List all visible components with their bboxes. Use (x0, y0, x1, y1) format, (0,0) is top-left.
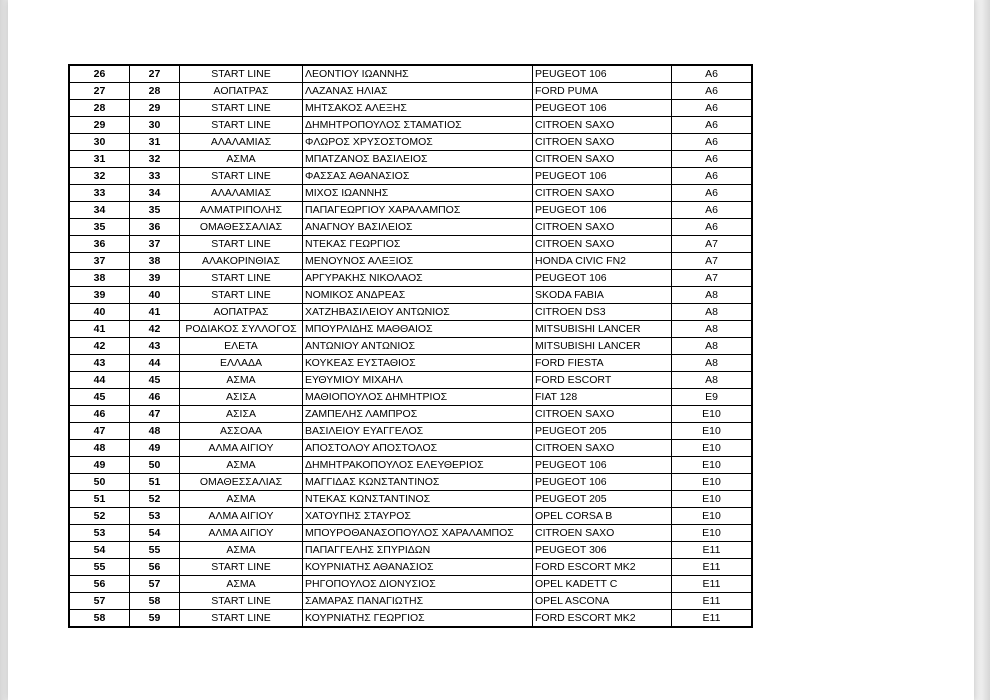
car-model-cell: PEUGEOT 205 (533, 491, 672, 508)
car-model-cell: CITROEN SAXO (533, 219, 672, 236)
car-number-cell: 43 (130, 338, 180, 355)
table-row (69, 593, 752, 610)
club-cell: ΑΛΜΑ ΑΙΓΙΟΥ (180, 440, 303, 457)
position-cell: 28 (69, 100, 130, 117)
table-row (69, 270, 752, 287)
class-cell: E10 (672, 423, 753, 440)
table-row (69, 253, 752, 270)
driver-cell: ΜΙΧΟΣ ΙΩΑΝΝΗΣ (303, 185, 533, 202)
table-row (69, 372, 752, 389)
car-number-cell: 54 (130, 525, 180, 542)
table-row (69, 474, 752, 491)
club-cell: ΑΣΜΑ (180, 491, 303, 508)
club-cell: START LINE (180, 117, 303, 134)
position-cell: 50 (69, 474, 130, 491)
class-cell: A6 (672, 151, 753, 168)
class-cell: A8 (672, 287, 753, 304)
table-row (69, 321, 752, 338)
car-number-cell: 32 (130, 151, 180, 168)
club-cell: ΑΟΠΑΤΡΑΣ (180, 83, 303, 100)
position-cell: 49 (69, 457, 130, 474)
driver-cell: ΒΑΣΙΛΕΙΟΥ ΕΥΑΓΓΕΛΟΣ (303, 423, 533, 440)
table-row (69, 406, 752, 423)
class-cell: E10 (672, 491, 753, 508)
car-number-cell: 45 (130, 372, 180, 389)
class-cell: A8 (672, 304, 753, 321)
document-page (8, 0, 974, 700)
class-cell: E11 (672, 576, 753, 593)
position-cell: 32 (69, 168, 130, 185)
car-model-cell: FORD ESCORT MK2 (533, 559, 672, 576)
club-cell: START LINE (180, 65, 303, 83)
car-model-cell: CITROEN SAXO (533, 117, 672, 134)
table-row (69, 355, 752, 372)
table-row (69, 576, 752, 593)
position-cell: 33 (69, 185, 130, 202)
driver-cell: ΝΤΕΚΑΣ ΚΩΝΣΤΑΝΤΙΝΟΣ (303, 491, 533, 508)
car-model-cell: OPEL KADETT C (533, 576, 672, 593)
table-row (69, 389, 752, 406)
car-number-cell: 29 (130, 100, 180, 117)
club-cell: ΑΛΑΛΑΜΙΑΣ (180, 134, 303, 151)
position-cell: 39 (69, 287, 130, 304)
table-row (69, 457, 752, 474)
table-row (69, 559, 752, 576)
car-number-cell: 27 (130, 65, 180, 83)
driver-cell: ΜΑΘΙΟΠΟΥΛΟΣ ΔΗΜΗΤΡΙΟΣ (303, 389, 533, 406)
club-cell: START LINE (180, 559, 303, 576)
class-cell: E11 (672, 593, 753, 610)
position-cell: 51 (69, 491, 130, 508)
car-model-cell: OPEL ASCONA (533, 593, 672, 610)
car-number-cell: 28 (130, 83, 180, 100)
driver-cell: ΜΠΟΥΡΛΙΔΗΣ ΜΑΘΘΑΙΟΣ (303, 321, 533, 338)
class-cell: A7 (672, 236, 753, 253)
class-cell: A7 (672, 253, 753, 270)
position-cell: 40 (69, 304, 130, 321)
club-cell: ΑΣΙΣΑ (180, 389, 303, 406)
position-cell: 27 (69, 83, 130, 100)
car-model-cell: PEUGEOT 106 (533, 474, 672, 491)
table-row (69, 610, 752, 628)
car-model-cell: CITROEN SAXO (533, 134, 672, 151)
driver-cell: ΦΑΣΣΑΣ ΑΘΑΝΑΣΙΟΣ (303, 168, 533, 185)
car-model-cell: PEUGEOT 106 (533, 202, 672, 219)
table-row (69, 440, 752, 457)
driver-cell: ΚΟΥΡΝΙΑΤΗΣ ΓΕΩΡΓΙΟΣ (303, 610, 533, 628)
club-cell: ΟΜΑΘΕΣΣΑΛΙΑΣ (180, 474, 303, 491)
car-model-cell: CITROEN SAXO (533, 236, 672, 253)
driver-cell: ΕΥΘΥΜΙΟΥ ΜΙΧΑΗΛ (303, 372, 533, 389)
car-model-cell: PEUGEOT 106 (533, 65, 672, 83)
car-model-cell: PEUGEOT 106 (533, 168, 672, 185)
table-row (69, 202, 752, 219)
class-cell: A7 (672, 270, 753, 287)
table-row (69, 525, 752, 542)
car-model-cell: OPEL CORSA B (533, 508, 672, 525)
driver-cell: ΝΤΕΚΑΣ ΓΕΩΡΓΙΟΣ (303, 236, 533, 253)
car-number-cell: 53 (130, 508, 180, 525)
position-cell: 42 (69, 338, 130, 355)
driver-cell: ΑΝΤΩΝΙΟΥ ΑΝΤΩΝΙΟΣ (303, 338, 533, 355)
car-number-cell: 59 (130, 610, 180, 628)
position-cell: 31 (69, 151, 130, 168)
club-cell: START LINE (180, 236, 303, 253)
position-cell: 56 (69, 576, 130, 593)
driver-cell: ΜΕΝΟΥΝΟΣ ΑΛΕΞΙΟΣ (303, 253, 533, 270)
table-row (69, 542, 752, 559)
club-cell: START LINE (180, 610, 303, 628)
club-cell: ΑΛΑΛΑΜΙΑΣ (180, 185, 303, 202)
entry-list-table (68, 64, 753, 628)
position-cell: 30 (69, 134, 130, 151)
position-cell: 37 (69, 253, 130, 270)
table-row (69, 117, 752, 134)
car-number-cell: 55 (130, 542, 180, 559)
class-cell: E10 (672, 406, 753, 423)
driver-cell: ΛΕΟΝΤΙΟΥ ΙΩΑΝΝΗΣ (303, 65, 533, 83)
club-cell: ΕΛΕΤΑ (180, 338, 303, 355)
class-cell: A6 (672, 202, 753, 219)
table-row (69, 151, 752, 168)
club-cell: START LINE (180, 270, 303, 287)
car-number-cell: 57 (130, 576, 180, 593)
club-cell: START LINE (180, 593, 303, 610)
car-model-cell: CITROEN DS3 (533, 304, 672, 321)
car-model-cell: PEUGEOT 106 (533, 457, 672, 474)
class-cell: E10 (672, 525, 753, 542)
driver-cell: ΝΟΜΙΚΟΣ ΑΝΔΡΕΑΣ (303, 287, 533, 304)
driver-cell: ΛΑΖΑΝΑΣ ΗΛΙΑΣ (303, 83, 533, 100)
car-model-cell: CITROEN SAXO (533, 525, 672, 542)
class-cell: A6 (672, 117, 753, 134)
table-row (69, 185, 752, 202)
position-cell: 52 (69, 508, 130, 525)
car-model-cell: PEUGEOT 306 (533, 542, 672, 559)
position-cell: 41 (69, 321, 130, 338)
club-cell: START LINE (180, 168, 303, 185)
position-cell: 45 (69, 389, 130, 406)
car-number-cell: 37 (130, 236, 180, 253)
car-model-cell: FIAT 128 (533, 389, 672, 406)
table-row (69, 219, 752, 236)
car-number-cell: 34 (130, 185, 180, 202)
car-number-cell: 40 (130, 287, 180, 304)
table-body (69, 65, 752, 627)
car-number-cell: 52 (130, 491, 180, 508)
car-model-cell: PEUGEOT 106 (533, 270, 672, 287)
club-cell: ΑΣΙΣΑ (180, 406, 303, 423)
car-model-cell: FORD ESCORT (533, 372, 672, 389)
car-number-cell: 42 (130, 321, 180, 338)
driver-cell: ΜΑΓΓΙΔΑΣ ΚΩΝΣΤΑΝΤΙΝΟΣ (303, 474, 533, 491)
position-cell: 36 (69, 236, 130, 253)
position-cell: 55 (69, 559, 130, 576)
class-cell: A6 (672, 185, 753, 202)
car-model-cell: PEUGEOT 106 (533, 100, 672, 117)
driver-cell: ΠΑΠΑΓΕΩΡΓΙΟΥ ΧΑΡΑΛΑΜΠΟΣ (303, 202, 533, 219)
driver-cell: ΚΟΥΚΕΑΣ ΕΥΣΤΑΘΙΟΣ (303, 355, 533, 372)
club-cell: ΑΛΑΚΟΡΙΝΘΙΑΣ (180, 253, 303, 270)
class-cell: A6 (672, 168, 753, 185)
class-cell: E11 (672, 610, 753, 628)
position-cell: 34 (69, 202, 130, 219)
car-number-cell: 31 (130, 134, 180, 151)
car-model-cell: FORD PUMA (533, 83, 672, 100)
class-cell: A6 (672, 83, 753, 100)
table-row (69, 83, 752, 100)
class-cell: A8 (672, 338, 753, 355)
club-cell: ΑΛΜΑΤΡΙΠΟΛΗΣ (180, 202, 303, 219)
club-cell: START LINE (180, 287, 303, 304)
car-number-cell: 51 (130, 474, 180, 491)
car-number-cell: 36 (130, 219, 180, 236)
club-cell: ΑΣΣΟΑΑ (180, 423, 303, 440)
position-cell: 53 (69, 525, 130, 542)
club-cell: ΑΣΜΑ (180, 576, 303, 593)
car-number-cell: 33 (130, 168, 180, 185)
driver-cell: ΑΠΟΣΤΟΛΟΥ ΑΠΟΣΤΟΛΟΣ (303, 440, 533, 457)
class-cell: A8 (672, 321, 753, 338)
class-cell: A8 (672, 372, 753, 389)
driver-cell: ΧΑΤΖΗΒΑΣΙΛΕΙΟΥ ΑΝΤΩΝΙΟΣ (303, 304, 533, 321)
car-number-cell: 46 (130, 389, 180, 406)
table-row (69, 491, 752, 508)
club-cell: ΟΜΑΘΕΣΣΑΛΙΑΣ (180, 219, 303, 236)
car-model-cell: PEUGEOT 205 (533, 423, 672, 440)
club-cell: ΑΟΠΑΤΡΑΣ (180, 304, 303, 321)
position-cell: 54 (69, 542, 130, 559)
class-cell: E11 (672, 542, 753, 559)
table-row (69, 287, 752, 304)
class-cell: A6 (672, 134, 753, 151)
class-cell: A6 (672, 65, 753, 83)
car-number-cell: 44 (130, 355, 180, 372)
position-cell: 26 (69, 65, 130, 83)
car-model-cell: FORD FIESTA (533, 355, 672, 372)
driver-cell: ΔΗΜΗΤΡΑΚΟΠΟΥΛΟΣ ΕΛΕΥΘΕΡΙΟΣ (303, 457, 533, 474)
class-cell: E10 (672, 440, 753, 457)
club-cell: ΕΛΛΑΔΑ (180, 355, 303, 372)
position-cell: 57 (69, 593, 130, 610)
position-cell: 46 (69, 406, 130, 423)
club-cell: START LINE (180, 100, 303, 117)
table-row (69, 100, 752, 117)
club-cell: ΑΣΜΑ (180, 151, 303, 168)
class-cell: E10 (672, 508, 753, 525)
driver-cell: ΑΝΑΓΝΟΥ ΒΑΣΙΛΕΙΟΣ (303, 219, 533, 236)
position-cell: 58 (69, 610, 130, 628)
car-number-cell: 41 (130, 304, 180, 321)
position-cell: 38 (69, 270, 130, 287)
position-cell: 48 (69, 440, 130, 457)
driver-cell: ΠΑΠΑΓΓΕΛΗΣ ΣΠΥΡΙΔΩΝ (303, 542, 533, 559)
club-cell: ΡΟΔΙΑΚΟΣ ΣΥΛΛΟΓΟΣ (180, 321, 303, 338)
car-model-cell: CITROEN SAXO (533, 151, 672, 168)
car-model-cell: FORD ESCORT MK2 (533, 610, 672, 628)
position-cell: 43 (69, 355, 130, 372)
car-number-cell: 47 (130, 406, 180, 423)
table-row (69, 508, 752, 525)
position-cell: 47 (69, 423, 130, 440)
driver-cell: ΜΗΤΣΑΚΟΣ ΑΛΕΞΗΣ (303, 100, 533, 117)
driver-cell: ΚΟΥΡΝΙΑΤΗΣ ΑΘΑΝΑΣΙΟΣ (303, 559, 533, 576)
table-row (69, 423, 752, 440)
position-cell: 44 (69, 372, 130, 389)
car-model-cell: MITSUBISHI LANCER (533, 321, 672, 338)
class-cell: E11 (672, 559, 753, 576)
car-model-cell: SKODA FABIA (533, 287, 672, 304)
club-cell: ΑΛΜΑ ΑΙΓΙΟΥ (180, 508, 303, 525)
driver-cell: ΑΡΓΥΡΑΚΗΣ ΝΙΚΟΛΑΟΣ (303, 270, 533, 287)
table-row (69, 65, 752, 83)
club-cell: ΑΣΜΑ (180, 542, 303, 559)
table-row (69, 168, 752, 185)
table-row (69, 134, 752, 151)
driver-cell: ΔΗΜΗΤΡΟΠΟΥΛΟΣ ΣΤΑΜΑΤΙΟΣ (303, 117, 533, 134)
car-number-cell: 56 (130, 559, 180, 576)
car-model-cell: CITROEN SAXO (533, 440, 672, 457)
car-model-cell: CITROEN SAXO (533, 406, 672, 423)
car-model-cell: MITSUBISHI LANCER (533, 338, 672, 355)
class-cell: A6 (672, 219, 753, 236)
driver-cell: ΡΗΓΟΠΟΥΛΟΣ ΔΙΟΝΥΣΙΟΣ (303, 576, 533, 593)
table-row (69, 304, 752, 321)
class-cell: A8 (672, 355, 753, 372)
car-model-cell: HONDA CIVIC FN2 (533, 253, 672, 270)
table-row (69, 338, 752, 355)
position-cell: 35 (69, 219, 130, 236)
table-row (69, 236, 752, 253)
class-cell: A6 (672, 100, 753, 117)
club-cell: ΑΣΜΑ (180, 372, 303, 389)
car-number-cell: 30 (130, 117, 180, 134)
car-number-cell: 38 (130, 253, 180, 270)
club-cell: ΑΣΜΑ (180, 457, 303, 474)
driver-cell: ΧΑΤΟΥΠΗΣ ΣΤΑΥΡΟΣ (303, 508, 533, 525)
position-cell: 29 (69, 117, 130, 134)
car-number-cell: 58 (130, 593, 180, 610)
driver-cell: ΦΛΩΡΟΣ ΧΡΥΣΟΣΤΟΜΟΣ (303, 134, 533, 151)
car-number-cell: 50 (130, 457, 180, 474)
car-number-cell: 49 (130, 440, 180, 457)
car-model-cell: CITROEN SAXO (533, 185, 672, 202)
class-cell: E9 (672, 389, 753, 406)
driver-cell: ΖΑΜΠΕΛΗΣ ΛΑΜΠΡΟΣ (303, 406, 533, 423)
driver-cell: ΜΠΟΥΡΟΘΑΝΑΣΟΠΟΥΛΟΣ ΧΑΡΑΛΑΜΠΟΣ (303, 525, 533, 542)
class-cell: E10 (672, 474, 753, 491)
class-cell: E10 (672, 457, 753, 474)
club-cell: ΑΛΜΑ ΑΙΓΙΟΥ (180, 525, 303, 542)
driver-cell: ΣΑΜΑΡΑΣ ΠΑΝΑΓΙΩΤΗΣ (303, 593, 533, 610)
car-number-cell: 35 (130, 202, 180, 219)
car-number-cell: 39 (130, 270, 180, 287)
driver-cell: ΜΠΑΤΖΑΝΟΣ ΒΑΣΙΛΕΙΟΣ (303, 151, 533, 168)
car-number-cell: 48 (130, 423, 180, 440)
